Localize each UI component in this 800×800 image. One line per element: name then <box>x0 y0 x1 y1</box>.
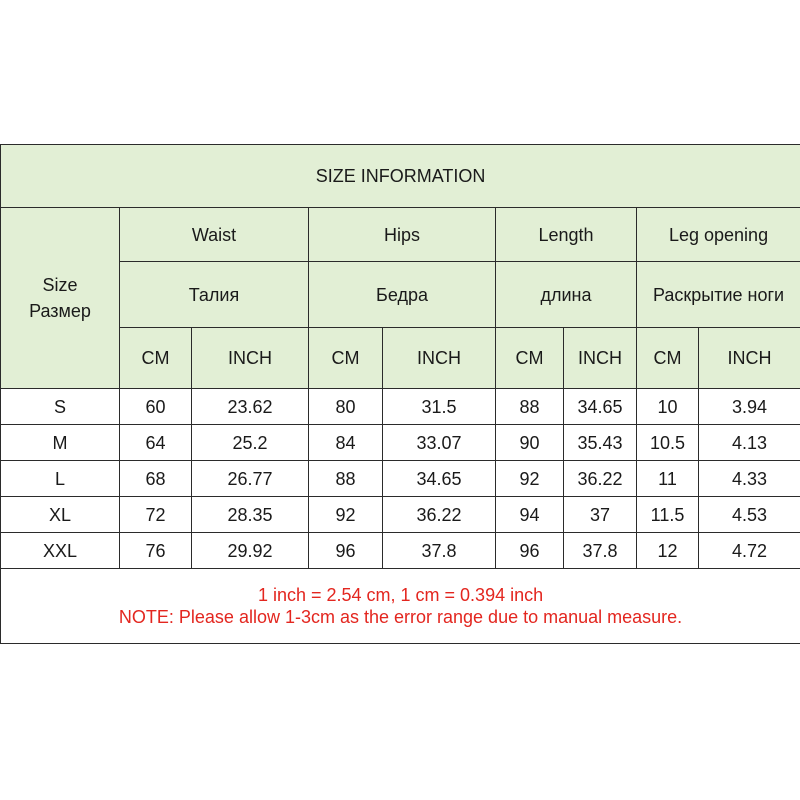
notes-cell <box>1 569 800 644</box>
value-cell: 64 <box>120 425 192 461</box>
value-cell: 11.5 <box>637 497 699 533</box>
unit-header-cm: CM <box>637 328 699 389</box>
group-header-leg-opening-ru: Раскрытие ноги <box>637 262 800 328</box>
group-header-length: Length <box>496 208 637 262</box>
value-cell: 23.62 <box>192 389 309 425</box>
value-cell: 31.5 <box>383 389 496 425</box>
value-cell: 4.72 <box>699 533 800 569</box>
value-cell: 29.92 <box>192 533 309 569</box>
value-cell: 92 <box>496 461 564 497</box>
value-cell: 84 <box>309 425 383 461</box>
size-header-en: Size <box>42 275 78 295</box>
value-cell: 28.35 <box>192 497 309 533</box>
table-row <box>1 461 800 497</box>
value-cell: 26.77 <box>192 461 309 497</box>
value-cell: 12 <box>637 533 699 569</box>
group-header-length-ru: длина <box>496 262 637 328</box>
value-cell: 37 <box>564 497 637 533</box>
unit-header-inch: INCH <box>564 328 637 389</box>
value-cell: 92 <box>309 497 383 533</box>
value-cell: 33.07 <box>383 425 496 461</box>
size-cell: S <box>1 389 120 425</box>
value-cell: 76 <box>120 533 192 569</box>
value-cell: 68 <box>120 461 192 497</box>
size-cell: XXL <box>1 533 120 569</box>
size-table <box>0 144 800 644</box>
size-header-ru: Размер <box>29 301 91 321</box>
value-cell: 4.53 <box>699 497 800 533</box>
conversion-note: 1 inch = 2.54 cm, 1 cm = 0.394 inch <box>257 585 544 605</box>
unit-header-cm: CM <box>496 328 564 389</box>
unit-header-inch: INCH <box>192 328 309 389</box>
value-cell: 36.22 <box>383 497 496 533</box>
error-note: NOTE: Please allow 1-3cm as the error range due to manual measure. <box>118 607 683 627</box>
value-cell: 88 <box>309 461 383 497</box>
value-cell: 36.22 <box>564 461 637 497</box>
value-cell: 94 <box>496 497 564 533</box>
value-cell: 90 <box>496 425 564 461</box>
size-cell: M <box>1 425 120 461</box>
value-cell: 3.94 <box>699 389 800 425</box>
value-cell: 11 <box>637 461 699 497</box>
unit-header-cm: CM <box>120 328 192 389</box>
group-header-waist-ru: Талия <box>120 262 309 328</box>
value-cell: 4.13 <box>699 425 800 461</box>
value-cell: 96 <box>496 533 564 569</box>
table-title: SIZE INFORMATION <box>1 145 800 208</box>
unit-header-cm: CM <box>309 328 383 389</box>
value-cell: 34.65 <box>383 461 496 497</box>
table-row <box>1 533 800 569</box>
value-cell: 25.2 <box>192 425 309 461</box>
size-cell: XL <box>1 497 120 533</box>
table-row <box>1 497 800 533</box>
value-cell: 35.43 <box>564 425 637 461</box>
unit-header-inch: INCH <box>383 328 496 389</box>
value-cell: 80 <box>309 389 383 425</box>
unit-header-inch: INCH <box>699 328 800 389</box>
value-cell: 60 <box>120 389 192 425</box>
value-cell: 34.65 <box>564 389 637 425</box>
group-header-hips-ru: Бедра <box>309 262 496 328</box>
value-cell: 72 <box>120 497 192 533</box>
value-cell: 88 <box>496 389 564 425</box>
value-cell: 96 <box>309 533 383 569</box>
size-chart <box>0 144 800 644</box>
value-cell: 10.5 <box>637 425 699 461</box>
size-cell: L <box>1 461 120 497</box>
value-cell: 4.33 <box>699 461 800 497</box>
table-row <box>1 389 800 425</box>
table-row <box>1 425 800 461</box>
value-cell: 10 <box>637 389 699 425</box>
group-header-waist: Waist <box>120 208 309 262</box>
group-header-leg-opening: Leg opening <box>637 208 800 262</box>
group-header-hips: Hips <box>309 208 496 262</box>
value-cell: 37.8 <box>564 533 637 569</box>
size-header <box>1 208 120 389</box>
value-cell: 37.8 <box>383 533 496 569</box>
